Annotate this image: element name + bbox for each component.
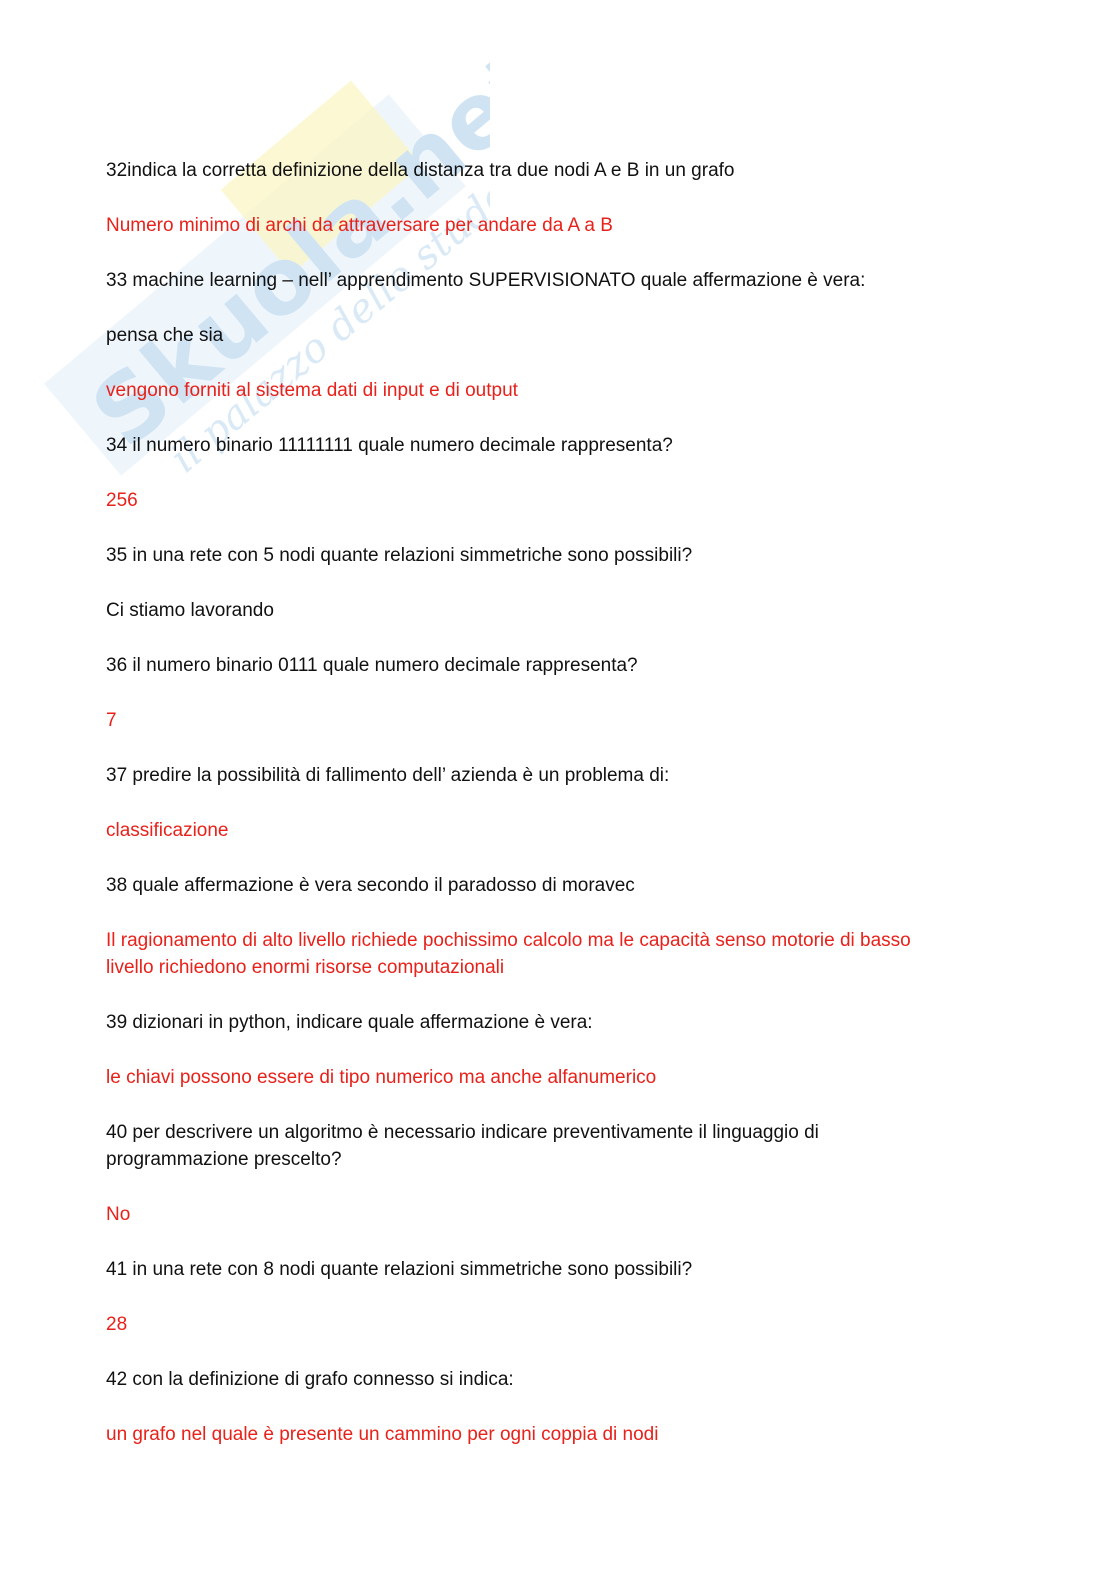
watermark-brand: Skuola.net bbox=[72, 40, 490, 469]
document-body bbox=[106, 157, 1006, 1476]
question-35: 35 in una rete con 5 nodi quante relazioni simmetriche sono possibili? bbox=[106, 545, 693, 566]
answer-39: le chiavi possono essere di tipo numerico ma anche alfanumerico bbox=[106, 1067, 657, 1088]
question-39: 39 dizionari in python, indicare quale affermazione è vera: bbox=[106, 1012, 593, 1033]
answer-32: Numero minimo di archi da attraversare per andare da A a B bbox=[106, 215, 613, 236]
answer-37: classificazione bbox=[106, 820, 229, 841]
answer-33: vengono forniti al sistema dati di input e di output bbox=[106, 380, 518, 401]
question-34: 34 il numero binario 11111111 quale numero decimale rappresenta? bbox=[106, 435, 673, 456]
question-40: 40 per descrivere un algoritmo è necessario indicare preventivamente il linguaggio di programmazione prescelto? bbox=[106, 1122, 819, 1170]
question-38: 38 quale affermazione è vera secondo il paradosso di moravec bbox=[106, 875, 635, 896]
question-37: 37 predire la possibilità di fallimento dell’ azienda è un problema di: bbox=[106, 765, 670, 786]
answer-34: 256 bbox=[106, 490, 138, 511]
note-33: pensa che sia bbox=[106, 325, 224, 346]
watermark-tagline: il palazzo dello studente bbox=[162, 130, 490, 482]
note-35: Ci stiamo lavorando bbox=[106, 600, 274, 621]
answer-36: 7 bbox=[106, 710, 117, 731]
question-41: 41 in una rete con 8 nodi quante relazioni simmetriche sono possibili? bbox=[106, 1259, 693, 1280]
answer-42: un grafo nel quale è presente un cammino per ogni coppia di nodi bbox=[106, 1424, 659, 1445]
question-32: 32indica la corretta definizione della distanza tra due nodi A e B in un grafo bbox=[106, 160, 735, 181]
answer-38: Il ragionamento di alto livello richiede pochissimo calcolo ma le capacità senso motorie di basso livello richiedono enormi risorse computazionali bbox=[106, 930, 911, 978]
answer-40: No bbox=[106, 1204, 131, 1225]
question-36: 36 il numero binario 0111 quale numero decimale rappresenta? bbox=[106, 655, 638, 676]
answer-41: 28 bbox=[106, 1314, 128, 1335]
question-42: 42 con la definizione di grafo connesso si indica: bbox=[106, 1369, 514, 1390]
question-33: 33 machine learning – nell’ apprendimento SUPERVISIONATO quale affermazione è vera: bbox=[106, 270, 866, 291]
